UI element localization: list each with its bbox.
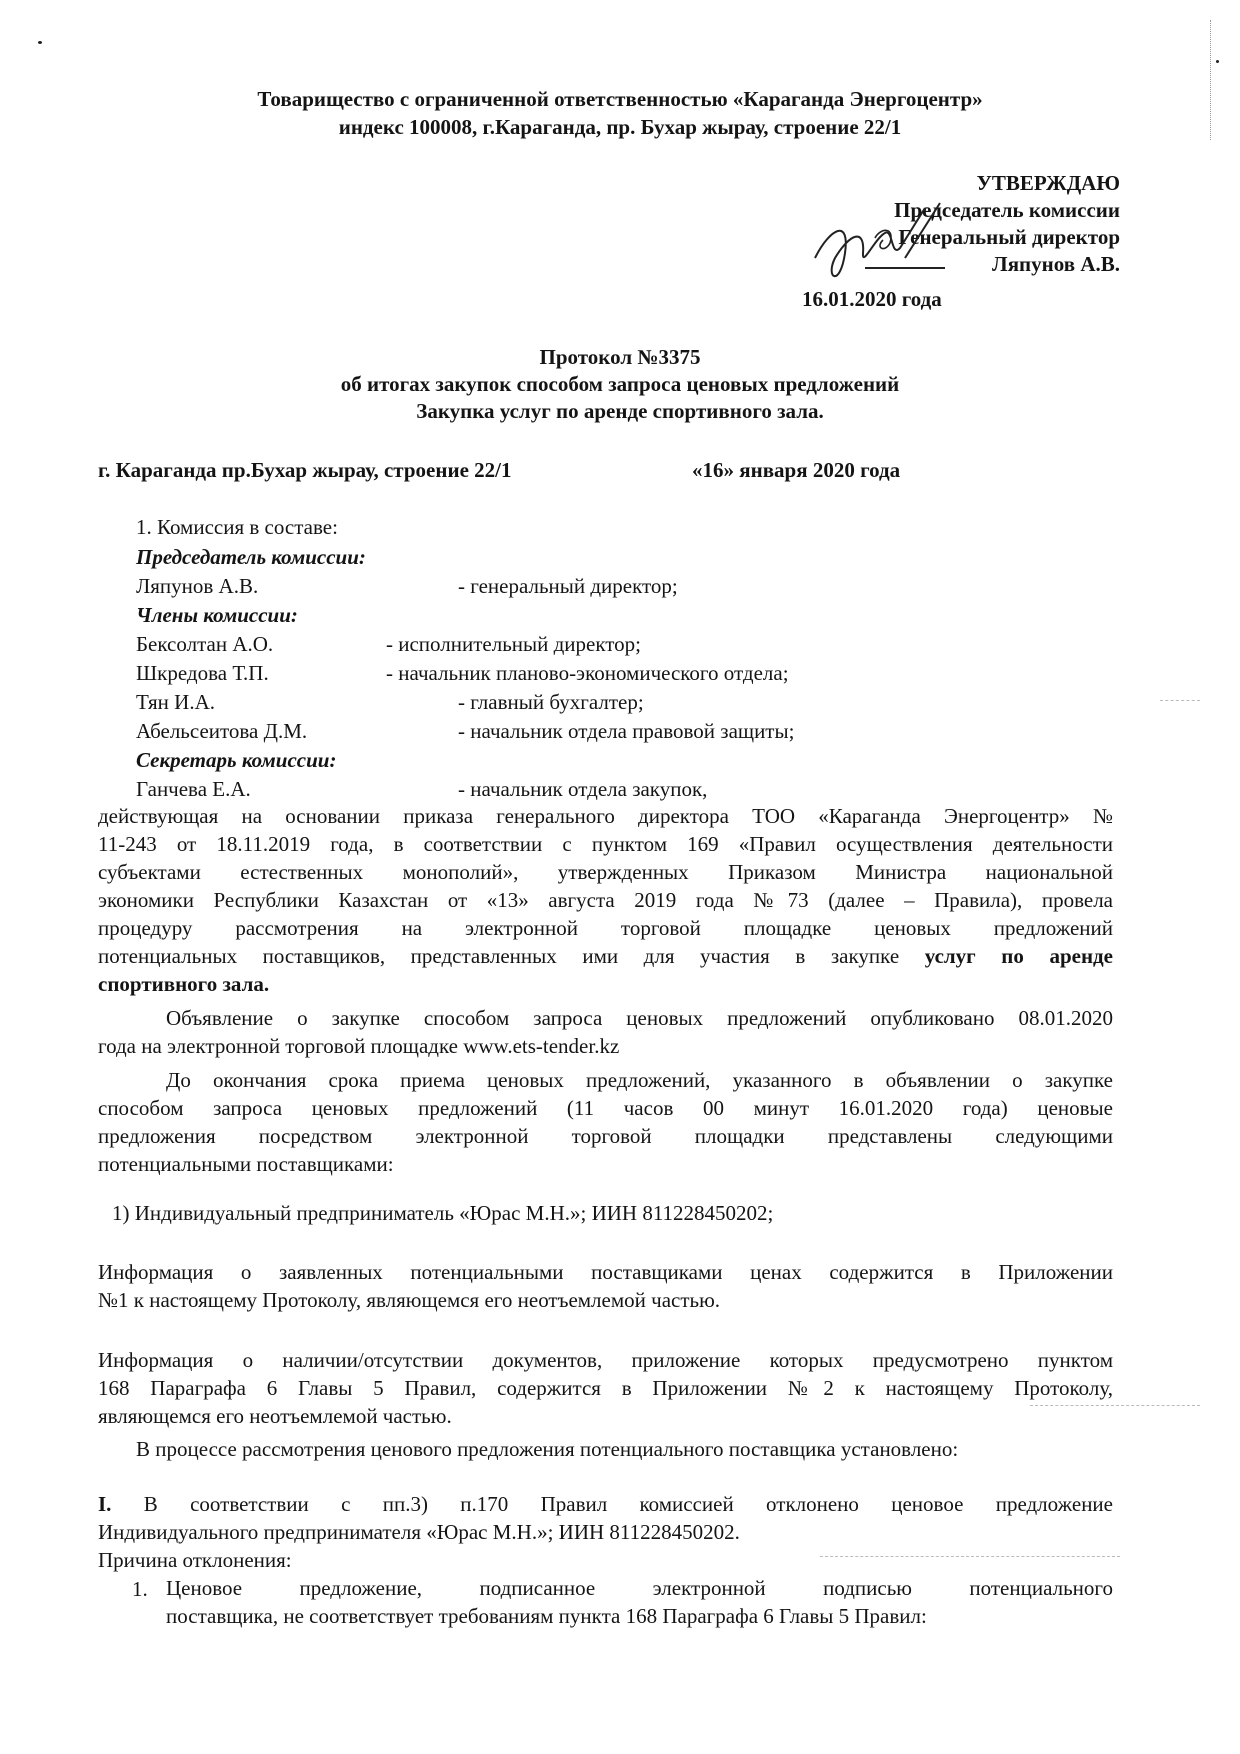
scan-artifact-line xyxy=(1160,700,1200,701)
reason-line: поставщика, не соответствует требованиям пункта 168 Параграфа 6 Главы 5 Правил: xyxy=(166,1604,927,1628)
member-role: - начальник планово-экономического отдела; xyxy=(386,661,789,685)
chair-heading: Председатель комиссии: xyxy=(136,545,366,569)
approval-date: 16.01.2020 года xyxy=(802,287,942,311)
body-text: потенциальных поставщиков, представленных ими для участия в закупке xyxy=(98,944,925,968)
member-role: - исполнительный директор; xyxy=(386,632,642,656)
secretary-role: - начальник отдела закупок, xyxy=(458,777,708,801)
body-line xyxy=(98,942,1113,970)
protocol-subtitle: об итогах закупок способом запроса ценовых предложений xyxy=(340,372,900,396)
reason-number: 1. xyxy=(132,1577,148,1601)
price-info-line: Информация о заявленных потенциальными поставщиками ценах содержится в Приложении xyxy=(98,1260,1113,1284)
purchase-subject-text: услуг по аренде xyxy=(924,944,1113,968)
organization-name: Товарищество с ограниченной ответственностью «Караганда Энергоцентр» xyxy=(257,87,983,111)
member-name: Шкредова Т.П. xyxy=(136,661,269,685)
organization-address: индекс 100008, г.Караганда, пр. Бухар жырау, строение 22/1 xyxy=(338,115,902,139)
section-line xyxy=(98,1490,1113,1518)
body-line: субъектами естественных монополий», утвержденных Приказом Министра национальной xyxy=(98,860,1113,884)
member-name: Тян И.А. xyxy=(136,690,216,714)
member-role: - главный бухгалтер; xyxy=(458,690,644,714)
organization-header xyxy=(0,85,1240,141)
approval-role-director: Генеральный директор xyxy=(898,225,1120,249)
purchase-subject-continuation: спортивного зала. xyxy=(98,972,270,996)
documents-info-line: являющемся его неотъемлемой частью. xyxy=(98,1404,452,1428)
deadline-line: До окончания срока приема ценовых предложений, указанного в объявлении о закупке xyxy=(166,1068,1113,1092)
body-line: процедуру рассмотрения на электронной торговой площадке ценовых предложений xyxy=(98,916,1113,940)
secretary-heading: Секретарь комиссии: xyxy=(136,748,337,772)
documents-info-line: 168 Параграфа 6 Главы 5 Правил, содержится в Приложении №2 к настоящему Протоколу, xyxy=(98,1376,1113,1400)
deadline-line: предложения посредством электронной торговой площадки представлены следующими xyxy=(98,1124,1113,1148)
section-line: Индивидуального предпринимателя «Юрас М.Н.»; ИИН 811228450202. xyxy=(98,1520,740,1544)
reason-heading: Причина отклонения: xyxy=(98,1548,292,1572)
member-name: Абельсеитова Д.М. xyxy=(136,719,308,743)
approval-title: УТВЕРЖДАЮ xyxy=(976,171,1120,195)
deadline-line: потенциальными поставщиками: xyxy=(98,1152,394,1176)
section-text: В соответствии с пп.3) п.170 Правил комиссией отклонено ценовое предложение xyxy=(143,1492,1113,1516)
review-statement: В процессе рассмотрения ценового предложения потенциального поставщика установлено: xyxy=(136,1437,959,1461)
members-heading: Члены комиссии: xyxy=(136,603,298,627)
scan-artifact-line xyxy=(820,1556,1120,1557)
documents-info-line: Информация о наличии/отсутствии документов, приложение которых предусмотрено пунктом xyxy=(98,1348,1113,1372)
scan-speck xyxy=(38,41,42,44)
scan-speck xyxy=(1216,60,1219,63)
protocol-subject: Закупка услуг по аренде спортивного зала. xyxy=(416,399,824,423)
protocol-number: Протокол №3375 xyxy=(539,345,701,369)
supplier-list-item: 1) Индивидуальный предприниматель «Юрас М.Н.»; ИИН 811228450202; xyxy=(112,1201,774,1225)
chair-name: Ляпунов А.В. xyxy=(136,574,259,598)
price-info-line: №1 к настоящему Протоколу, являющемся его неотъемлемой частью. xyxy=(98,1288,721,1312)
body-line: экономики Республики Казахстан от «13» августа 2019 года №73 (далее – Правила), провела xyxy=(98,888,1113,912)
handwritten-signature xyxy=(805,198,945,288)
body-line: действующая на основании приказа генерального директора ТОО «Караганда Энергоцентр» № xyxy=(98,804,1113,828)
secretary-name: Ганчева Е.А. xyxy=(136,777,251,801)
announcement-line: года на электронной торговой площадке www.ets-tender.kz xyxy=(98,1034,620,1058)
commission-intro: 1. Комиссия в составе: xyxy=(136,515,338,539)
approval-role-chair: Председатель комиссии xyxy=(894,198,1120,222)
member-role: - начальник отдела правовой защиты; xyxy=(458,719,795,743)
announcement-line: Объявление о закупке способом запроса ценовых предложений опубликовано 08.01.2020 xyxy=(166,1006,1113,1030)
document-place: г. Караганда пр.Бухар жырау, строение 22/1 xyxy=(98,458,512,482)
deadline-line: способом запроса ценовых предложений (11 часов 00 минут 16.01.2020 года) ценовые xyxy=(98,1096,1113,1120)
section-number: I. xyxy=(98,1492,112,1516)
scan-artifact-line xyxy=(1030,1405,1200,1406)
reason-line: Ценовое предложение, подписанное электронной подписью потенциального xyxy=(166,1576,1113,1600)
approval-name: Ляпунов А.В. xyxy=(992,252,1120,276)
member-name: Бексолтан А.О. xyxy=(136,632,274,656)
protocol-title-block xyxy=(0,344,1240,425)
document-date: «16» января 2020 года xyxy=(692,458,901,482)
chair-role: - генеральный директор; xyxy=(458,574,678,598)
body-line: 11-243 от 18.11.2019 года, в соответствии с пунктом 169 «Правил осуществления деятельности xyxy=(98,832,1113,856)
